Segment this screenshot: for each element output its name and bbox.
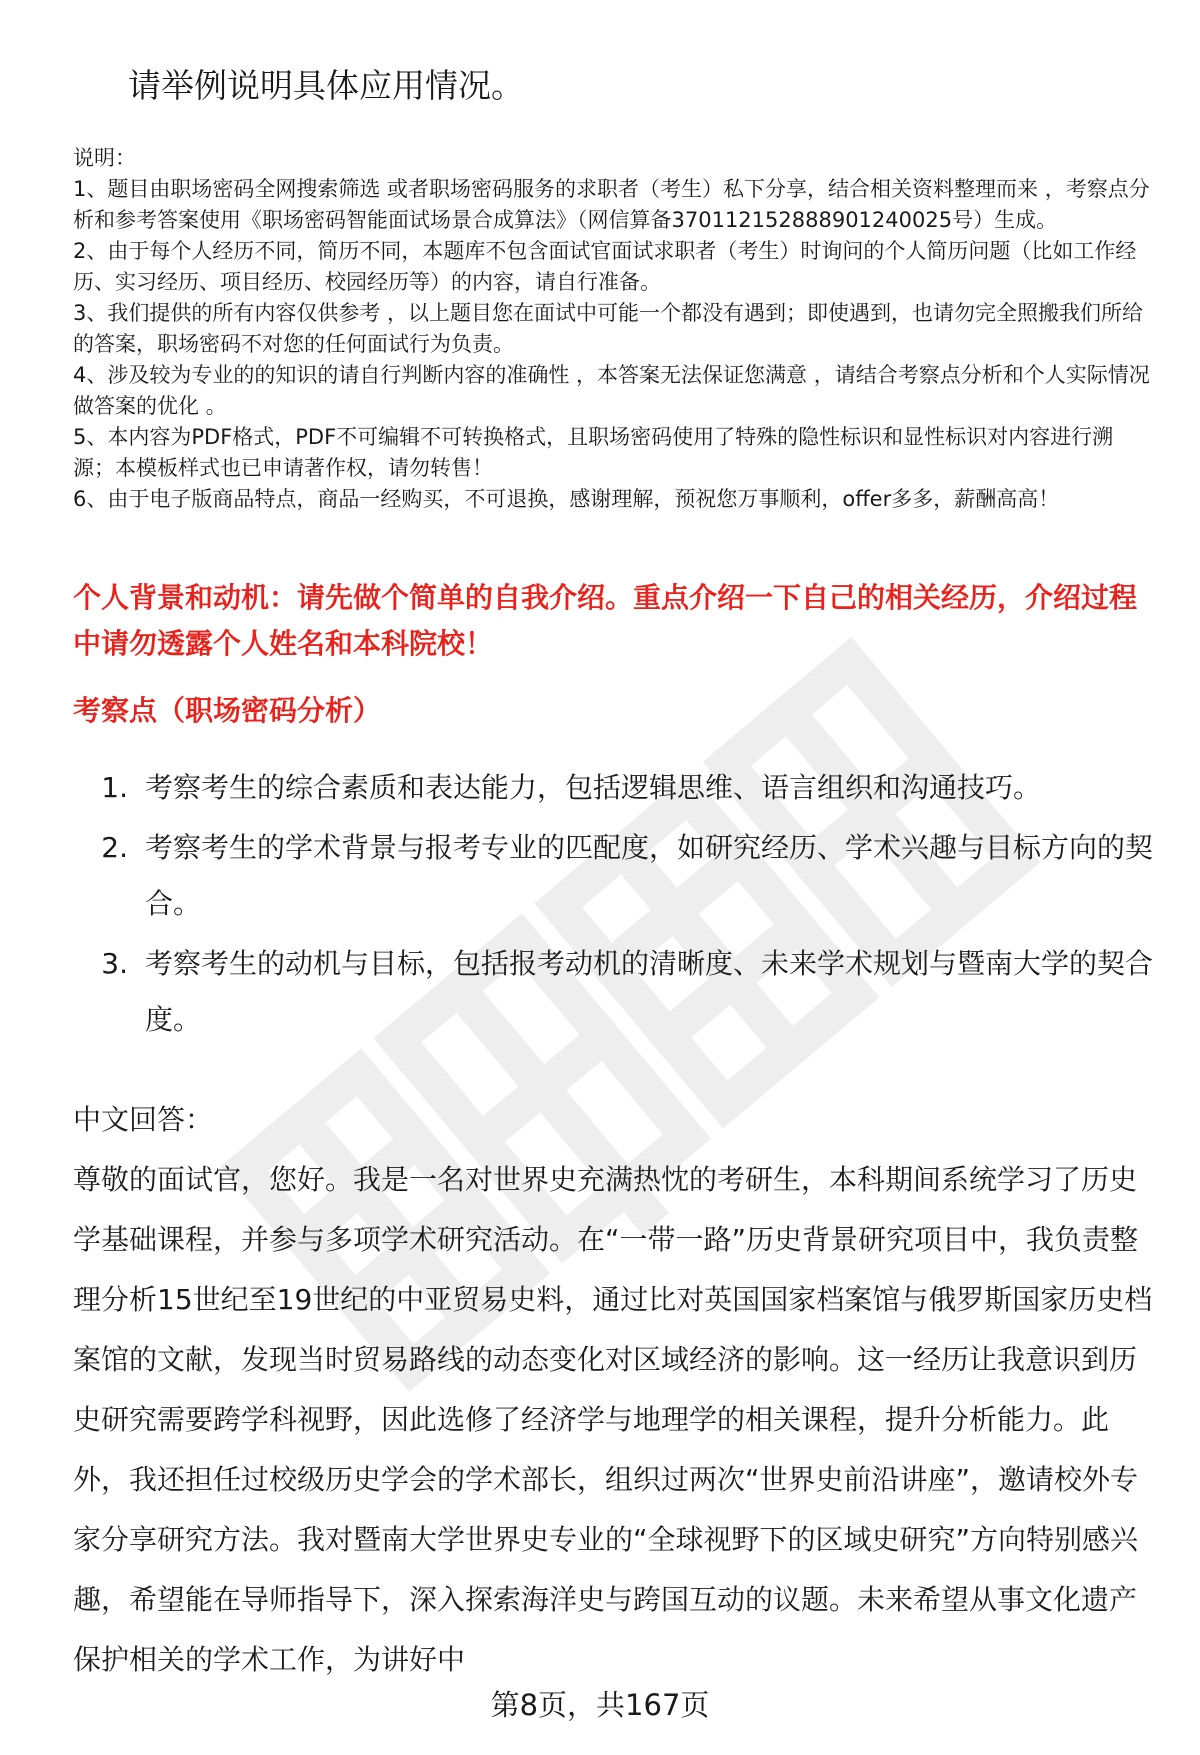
answer-heading: 中文回答： — [73, 1103, 214, 1136]
answer-body: 尊敬的面试官，您好。我是一名对世界史充满热忱的考研生，本科期间系统学习了历史学基础课程，并参与多项学术研究活动。在“一带一路”历史背景研究项目中，我负责整理分析15世纪至19世纪的中亚贸易史料，通过比对英国国家档案馆与俄罗斯国家历史档案馆的文献，发现当时贸易路线的动态变化对区域经济的影响。这一经历让我意识到历史研究需要跨学科视野，因此选修了经济学与地理学的相关课程，提升分析能力。此外，我还担任过校级历史学会的学术部长，组织过两次“世界史前沿讲座”，邀请校外专家分享研究方法。我对暨南大学世界史专业的“全球视野下的区域史研究”方向特别感兴趣，希望能在导师指导下，深入探索海洋史与跨国互动的议题。未来希望从事文化遗产保护相关的学术工作，为讲好中 — [73, 1163, 1153, 1676]
answer-section — [73, 1090, 1158, 1690]
note-item: 5、本内容为PDF格式，PDF不可编辑不可转换格式，且职场密码使用了特殊的隐性标识和显性标识对内容进行溯源；本模板样式也已申请著作权，请勿转售！ — [73, 425, 1114, 480]
list-item-number: 1. — [101, 771, 128, 804]
intro-line: 请举例说明具体应用情况。 — [128, 66, 524, 105]
list-item — [73, 820, 1153, 932]
note-item: 2、由于每个人经历不同，简历不同，本题库不包含面试官面试求职者（考生）时询问的个人简历问题（比如工作经历、实习经历、项目经历、校园经历等）的内容，请自行准备。 — [73, 239, 1137, 294]
assessment-title: 考察点（职场密码分析） — [73, 694, 382, 727]
page-number: 第8页，共167页 — [490, 1688, 710, 1722]
note-item: 6、由于电子版商品特点，商品一经购买，不可退换，感谢理解，预祝您万事顺利，offer多多，薪酬高高！ — [73, 487, 1060, 511]
note-item: 3、我们提供的所有内容仅供参考 ，以上题目您在面试中可能一个都没有遇到；即使遇到，也请勿完全照搬我们所给的答案，职场密码不对您的任何面试行为负责。 — [73, 301, 1144, 356]
list-item-text: 考察考生的学术背景与报考专业的匹配度，如研究经历、学术兴趣与目标方向的契合。 — [145, 831, 1154, 920]
notes-heading: 说明： — [73, 146, 136, 170]
note-item: 4、涉及较为专业的的知识的请自行判断内容的准确性 ，本答案无法保证您满意 ，请结合考察点分析和个人实际情况做答案的优化 。 — [73, 363, 1150, 418]
list-item-text: 考察考生的综合素质和表达能力，包括逻辑思维、语言组织和沟通技巧。 — [145, 771, 1042, 804]
notes-section — [73, 143, 1153, 515]
list-item-text: 考察考生的动机与目标，包括报考动机的清晰度、未来学术规划与暨南大学的契合度。 — [145, 947, 1154, 1036]
list-item-number: 2. — [101, 831, 128, 864]
list-item — [73, 936, 1153, 1048]
list-item — [73, 760, 1153, 816]
assessment-list — [73, 760, 1153, 1052]
question-heading: 个人背景和动机：请先做个简单的自我介绍。重点介绍一下自己的相关经历，介绍过程中请勿透露个人姓名和本科院校！ — [73, 581, 1138, 660]
note-item: 1、题目由职场密码全网搜索筛选 或者职场密码服务的求职者（考生）私下分享，结合相关资料整理而来 ，考察点分析和参考答案使用《职场密码智能面试场景合成算法》（网信算备370112152888901240025号）生成。 — [73, 177, 1150, 232]
list-item-number: 3. — [101, 947, 128, 980]
